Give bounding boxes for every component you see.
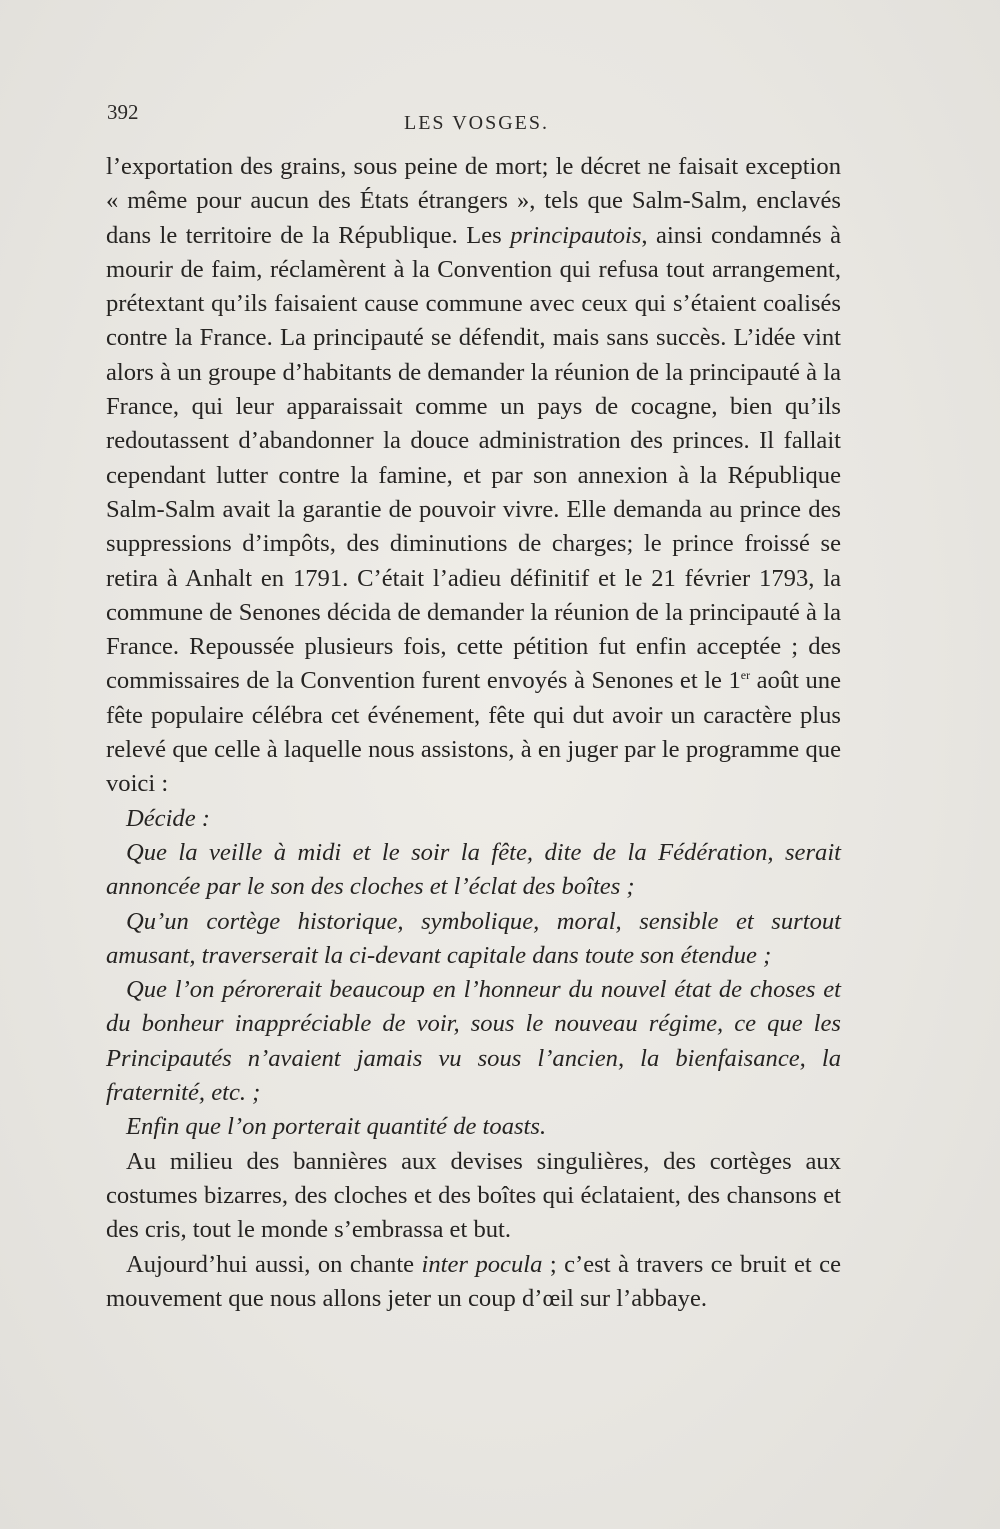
- paragraph-3-text-b: ; c’est à travers ce bruit et ce mouvement que nous allons jeter un coup d’œil sur l’abbaye.: [106, 1250, 841, 1312]
- paragraph-3: [106, 1248, 841, 1317]
- paragraph-2: Au milieu des bannières aux devises singulières, des cortèges aux costumes bizarres, des cloches et des boîtes qui éclataient, des chansons et des cris, tout le monde s’embrassa et but.: [106, 1147, 841, 1244]
- decree-item-2: Qu’un cortège historique, symbolique, moral, sensible et surtout amusant, traverserait la ci-devant capitale dans toute son étendue ;: [106, 907, 841, 969]
- decree-heading: Décide :: [126, 804, 210, 832]
- paragraph-1-text-c: août une fête populaire célébra cet événement, fête qui dut avoir un caractère plus relevé que celle à laquelle nous assistons, à en juger par le programme que voici :: [106, 667, 841, 798]
- page-number: 392: [107, 100, 139, 124]
- paragraph-1: [106, 150, 841, 802]
- running-head: LES VOSGES.: [404, 112, 549, 134]
- decree-item-1: Que la veille à midi et le soir la fête, dite de la Fédération, serait annoncée par le son des cloches et l’éclat des boîtes ;: [106, 838, 841, 901]
- paragraph-1-italic: principautois: [510, 221, 642, 249]
- body-text: [106, 150, 841, 1316]
- paragraph-1-text-b: , ainsi condamnés à mourir de faim, réclamèrent à la Convention qui refusa tout arrangement, prétextant qu’ils faisaient cause commune avec ceux qui s’étaient coalisés contre la France. La principauté se défendit, mais sans succès. L’idée vint alors à un groupe d’habitants de demander la réunion de la principauté à la France, qui leur apparaissait comme un pays de cocagne, bien qu’ils redoutassent d’abandonner la douce administration des princes. Il fallait cependant lutter contre la famine, et par son annexion à la République Salm-Salm avait la garantie de pouvoir vivre. Elle demanda au prince des suppressions d’impôts, des diminutions de charges; le prince froissé se retira à Anhalt en 1791. C’était l’adieu définitif et le 21 février 1793, la commune de Senones décida de demander la réunion de la principauté à la France. Repoussée plusieurs fois, cette pétition fut enfin acceptée ; des commissaires de la Convention furent envoyés à Senones et le 1: [106, 221, 841, 695]
- page-header: [107, 100, 847, 140]
- paragraph-3-text-a: Aujourd’hui aussi, on chante: [126, 1250, 422, 1278]
- paragraph-3-italic: inter pocula: [421, 1250, 543, 1278]
- decree-item-3: Que l’on pérorerait beaucoup en l’honneur du nouvel état de choses et du bonheur inappréciable de voir, sous le nouveau régime, ce que les Principautés n’avaient jamais vu sous l’ancien, la bienfaisance, la fraternité, etc. ;: [106, 976, 841, 1107]
- paragraph-1-text-a: l’exportation des grains, sous peine de mort; le décret ne faisait exception « même pour aucun des États étrangers », tels que Salm-Salm, enclavés dans le territoire de la République. Les: [106, 153, 841, 249]
- ordinal-superscript: er: [740, 668, 751, 683]
- decree-item-4: Enfin que l’on porterait quantité de toasts.: [126, 1113, 547, 1141]
